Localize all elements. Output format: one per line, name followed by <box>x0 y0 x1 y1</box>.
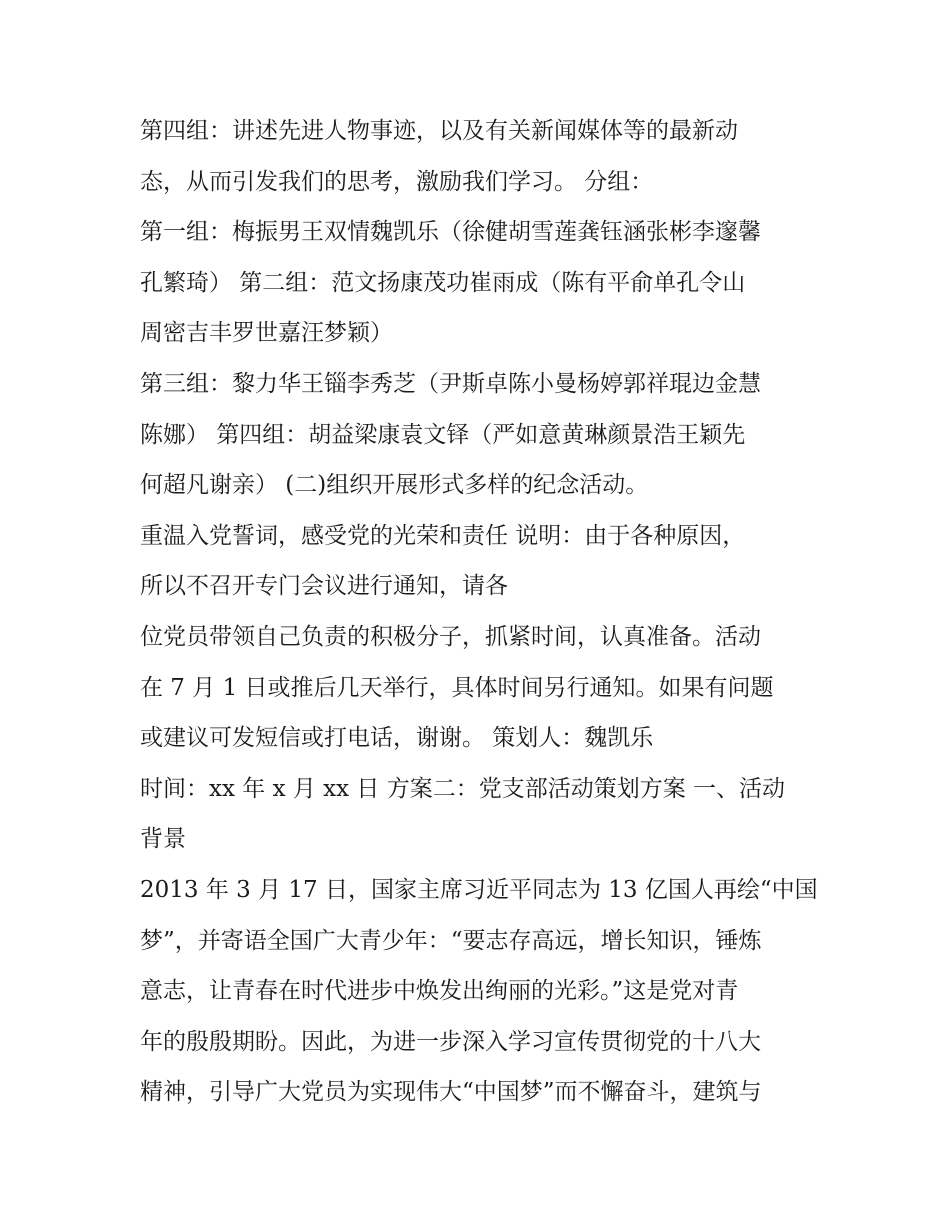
text-line-20: 精神，引导广大党员为实现伟大“中国梦”而不懈奋斗，建筑与 <box>140 1079 762 1106</box>
text-line-8: 何超凡谢亲） (二)组织开展形式多样的纪念活动。 <box>140 472 649 499</box>
text-line-19: 年的殷殷期盼。因此，为进一步深入学习宣传贯彻党的十八大 <box>140 1028 761 1055</box>
body-text <box>140 106 830 1118</box>
text-line-13: 或建议可发短信或打电话，谢谢。 策划人：魏凯乐 <box>140 725 654 752</box>
text-line-4: 孔繁琦） 第二组：范文扬康茂功崔雨成（陈有平俞单孔令山 <box>140 269 746 296</box>
text-line-16: 2013 年 3 月 17 日，国家主席习近平同志为 13 亿国人再绘“中国 <box>140 876 818 903</box>
text-line-11: 位党员带领自己负责的积极分子，抓紧时间，认真准备。活动 <box>140 623 761 650</box>
text-line-10: 所以不召开专门会议进行通知，请各 <box>140 573 508 600</box>
text-line-15: 背景 <box>140 826 186 853</box>
text-line-7: 陈娜） 第四组：胡益梁康袁文铎（严如意黄琳颜景浩王颖先 <box>140 421 746 448</box>
text-line-6: 第三组：黎力华王锱李秀芝（尹斯卓陈小曼杨婷郭祥琨边金慧 <box>140 370 761 397</box>
text-line-14: 时间：xx 年 x 月 xx 日 方案二：党支部活动策划方案 一、活动 <box>140 775 786 802</box>
text-line-1: 第四组：讲述先进人物事迹，以及有关新闻媒体等的最新动 <box>140 118 738 144</box>
text-line-9: 重温入党誓词，感受党的光荣和责任 说明：由于各种原因， <box>140 522 746 549</box>
text-line-5: 周密吉丰罗世嘉汪梦颖） <box>140 320 393 347</box>
text-line-2: 态，从而引发我们的思考，激励我们学习。 分组： <box>140 168 654 195</box>
text-line-17: 梦”，并寄语全国广大青少年：“要志存高远，增长知识，锤炼 <box>140 927 762 954</box>
text-line-18: 意志，让青春在时代进步中焕发出绚丽的光彩。”这是党对青 <box>140 978 739 1005</box>
text-line-3: 第一组：梅振男王双情魏凯乐（徐健胡雪莲龚钰涵张彬李邃馨 <box>140 219 761 246</box>
text-line-12: 在 7 月 1 日或推后几天举行，具体时间另行通知。如果有问题 <box>140 674 774 701</box>
